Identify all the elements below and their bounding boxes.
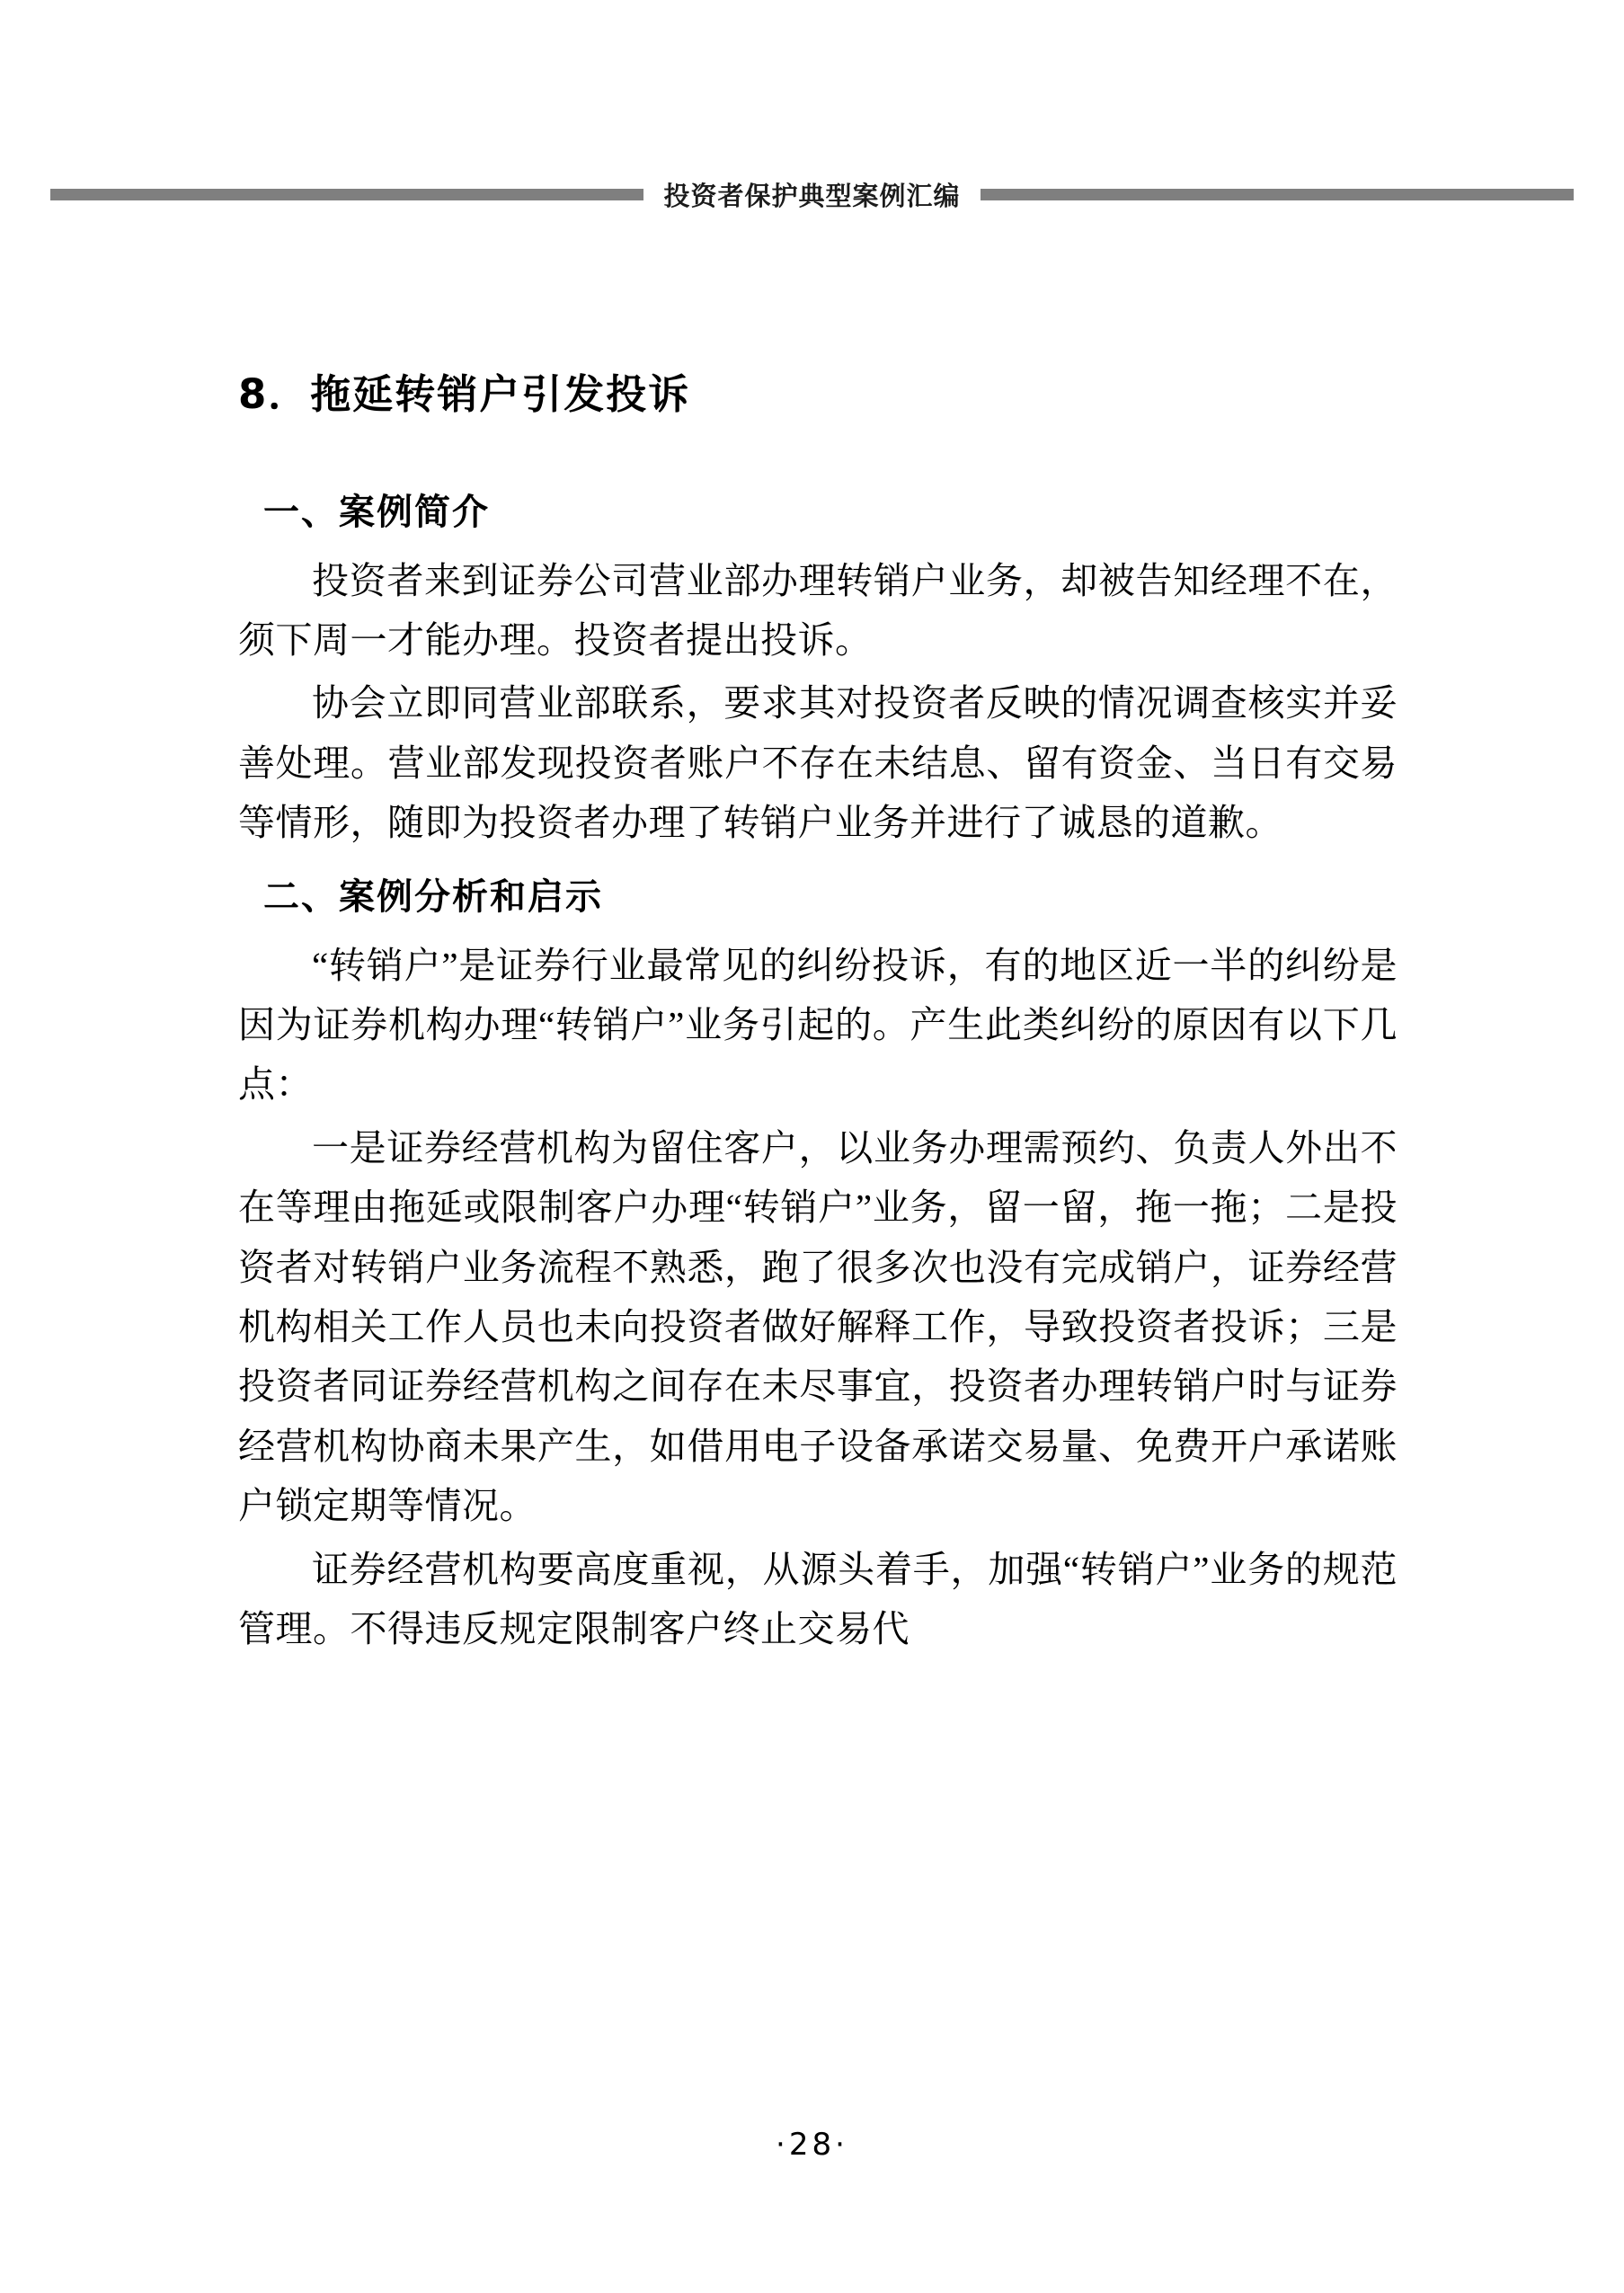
header-rule-right	[981, 189, 1574, 200]
subheading-case-intro: 一、案例简介	[263, 491, 490, 533]
section-title: 8．拖延转销户引发投诉	[238, 370, 691, 418]
paragraph: 投资者来到证券公司营业部办理转销户业务，却被告知经理不在，须下周一才能办理。投资者提出投诉。	[238, 559, 1398, 661]
page-number: ·28·	[776, 2127, 848, 2163]
running-header	[0, 176, 1624, 212]
paragraph: 证券经营机构要高度重视，从源头着手，加强“转销户”业务的规范管理。不得违反规定限制客户终止交易代	[238, 1548, 1398, 1649]
paragraph: 协会立即同营业部联系，要求其对投资者反映的情况调查核实并妥善处理。营业部发现投资者账户不存在未结息、留有资金、当日有交易等情形，随即为投资者办理了转销户业务并进行了诚恳的道歉。	[238, 682, 1398, 844]
document-content	[238, 369, 1398, 1662]
paragraph: 一是证券经营机构为留住客户，以业务办理需预约、负责人外出不在等理由拖延或限制客户办理“转销户”业务，留一留，拖一拖；二是投资者对转销户业务流程不熟悉，跑了很多次也没有完成销户，证券经营机构相关工作人员也未向投资者做好解释工作，导致投资者投诉；三是投资者同证券经营机构之间存在未尽事宜，投资者办理转销户时与证券经营机构协商未果产生，如借用电子设备承诺交易量、免费开户承诺账户锁定期等情况。	[238, 1126, 1398, 1527]
subheading-case-analysis: 二、案例分析和启示	[263, 875, 603, 918]
paragraph: “转销户”是证券行业最常见的纠纷投诉，有的地区近一半的纠纷是因为证券机构办理“转销户”业务引起的。产生此类纠纷的原因有以下几点：	[238, 944, 1398, 1106]
header-rule-left	[50, 189, 643, 200]
header-title: 投资者保护典型案例汇编	[663, 180, 961, 211]
